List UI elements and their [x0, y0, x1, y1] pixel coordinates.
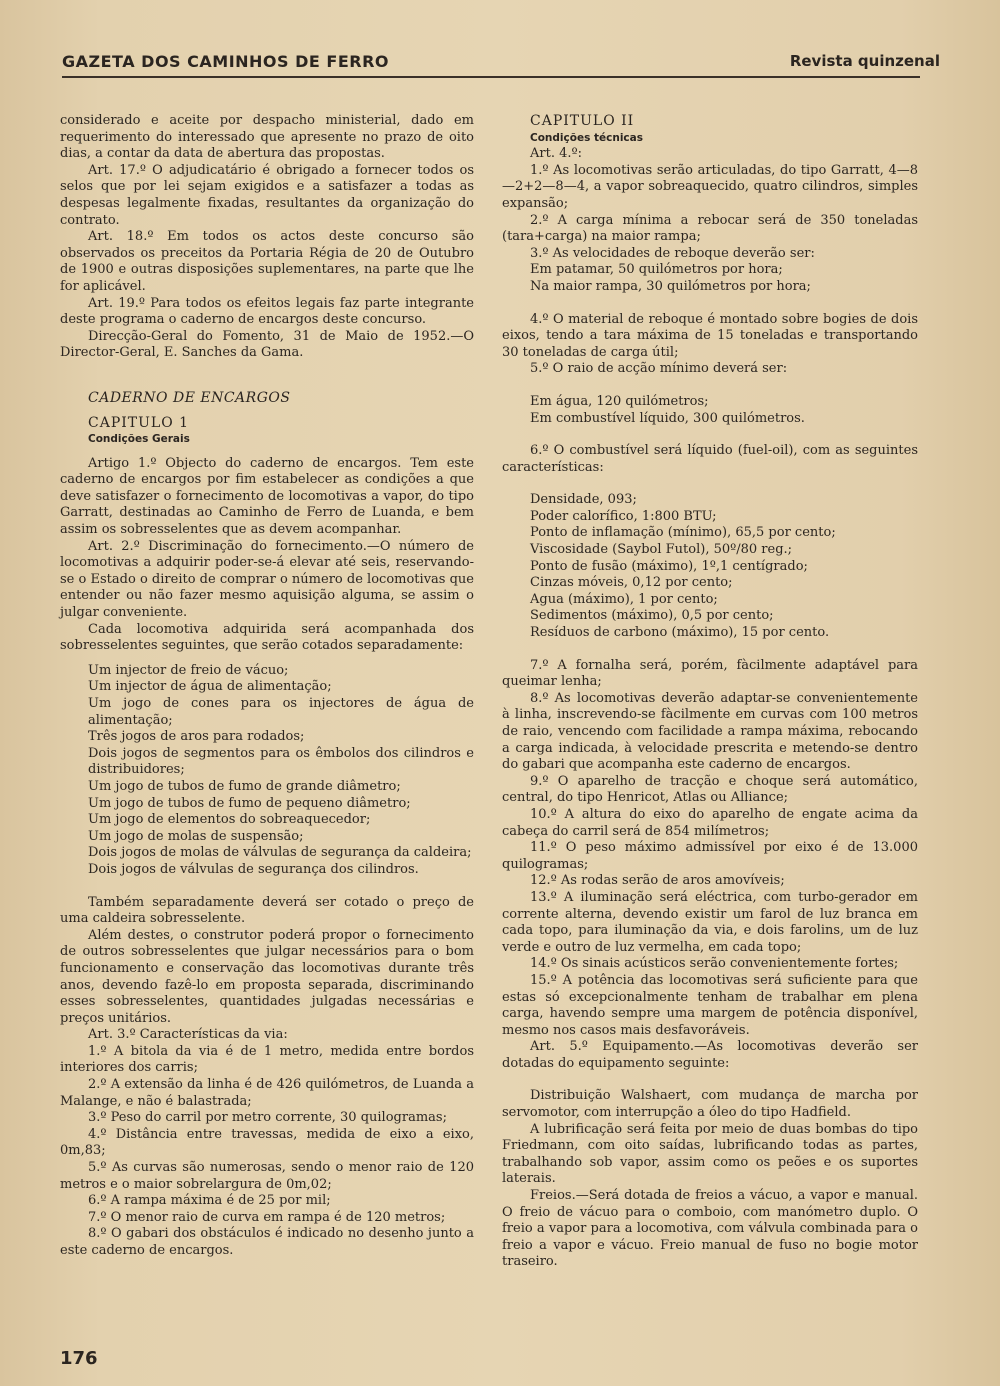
list-item: 6.º A rampa máxima é de 25 por mil;	[88, 1193, 331, 1209]
list-item: Um jogo de elementos do sobreaquecedor;	[88, 812, 371, 828]
list-item: 1.º As locomotivas serão articuladas, do tipo Garratt, 4—8—2+2—8—4, a vapor sobreaquecido, quatro cilindros, simples expansão;	[502, 162, 918, 211]
paragraph: Além destes, o construtor poderá propor o fornecimento de outros sobresselentes que julgar necessários para o bom funcionamento e conservação das locomotivas durante três anos, devendo fazê-lo em proposta separada, discriminando esses sobresselentes, quantidades julgadas necessárias e preços unitários.	[60, 927, 474, 1026]
paragraph: Art. 17.º O adjudicatário é obrigado a fornecer todos os selos que por lei sejam exigidos e a satisfazer a todas as despesas legalmente fixadas, resultantes da organização do contrato.	[60, 162, 474, 228]
list-item: Um injector de freio de vácuo;	[88, 662, 289, 678]
list-item: 5.º O raio de acção mínimo deverá ser:	[530, 361, 788, 377]
paragraph: Art. 4.º:	[530, 146, 582, 162]
list-item: Agua (máximo), 1 por cento;	[530, 591, 718, 607]
list-item: Em água, 120 quilómetros;	[530, 393, 709, 409]
left-column	[60, 113, 474, 1260]
list-item: 5.º As curvas são numerosas, sendo o menor raio de 120 metros e o maior sobrelargura de 0m,02;	[60, 1160, 474, 1192]
list-item: 14.º Os sinais acústicos serão convenientemente fortes;	[530, 956, 899, 972]
list-item: 4.º Distância entre travessas, medida de eixo a eixo, 0m,83;	[60, 1126, 474, 1159]
list-item: Poder calorífico, 1:800 BTU;	[530, 508, 717, 524]
list-item: 1.º A bitola da via é de 1 metro, medida entre bordos interiores dos carris;	[60, 1043, 474, 1076]
list-item: Resíduos de carbono (máximo), 15 por cento.	[530, 625, 830, 641]
paragraph: A lubrificação será feita por meio de duas bombas do tipo Friedmann, com oito saídas, lubrificando todas as partes, trabalhando sob vapor, assim como os peões e os suportes laterais.	[502, 1121, 918, 1187]
list-item: Um jogo de cones para os injectores de água de alimentação;	[88, 696, 474, 728]
list-item: Um jogo de tubos de fumo de pequeno diâmetro;	[88, 795, 411, 811]
list-item: Um jogo de tubos de fumo de grande diâmetro;	[88, 778, 401, 794]
list-item: Densidade, 093;	[530, 492, 637, 508]
list-item: Dois jogos de válvulas de segurança dos cilindros.	[88, 861, 419, 877]
list-item: Um jogo de molas de suspensão;	[88, 828, 304, 844]
list-item: Viscosidade (Saybol Futol), 50º/80 reg.;	[530, 542, 793, 558]
list-item: 7.º O menor raio de curva em rampa é de 120 metros;	[88, 1209, 446, 1225]
page-number: 176	[60, 1348, 98, 1369]
journal-subtitle: Revista quinzenal	[789, 52, 940, 70]
list-item: 4.º O material de reboque é montado sobre bogies de dois eixos, tendo a tara máxima de 15 toneladas e transportando 30 toneladas de carga útil;	[502, 311, 918, 360]
list-item: 8.º As locomotivas deverão adaptar-se convenientemente à linha, inscrevendo-se fàcilmente em curvas com 100 metros de raio, vencendo com facilidade a rampa máxima, rebocando a carga indicada, à velocidade prescrita e metendo-se dentro do gabari que acompanha este caderno de encargos.	[502, 690, 918, 773]
list-item: 7.º A fornalha será, porém, fàcilmente adaptável para queimar lenha;	[502, 657, 918, 690]
list-item: 15.º A potência das locomotivas será suficiente para que estas só excepcionalmente tenham de trabalhar em plena carga, havendo sempre uma margem de potência disponível, mesmo nos casos mais desfavoráveis.	[502, 972, 918, 1038]
list-item: Em patamar, 50 quilómetros por hora;	[530, 262, 783, 278]
list-item: 12.º As rodas serão de aros amovíveis;	[530, 873, 785, 889]
list-item: Na maior rampa, 30 quilómetros por hora;	[530, 278, 811, 294]
paragraph: Art. 2.º Discriminação do fornecimento.—O número de locomotivas a adquirir poder-se-á elevar até seis, reservando-se o Estado o direito de comprar o número de locomotivas que entender ou não fazer mesmo aquisição alguma, se assim o julgar conveniente.	[60, 538, 474, 621]
list-item: Dois jogos de molas de válvulas de segurança da caldeira;	[88, 845, 472, 861]
list-item: 3.º Peso do carril por metro corrente, 30 quilogramas;	[88, 1110, 447, 1126]
paragraph: Artigo 1.º Objecto do caderno de encargos. Tem este caderno de encargos por fim estabelecer as condições a que deve satisfazer o fornecimento de locomotivas a vapor, do tipo Garratt, destinadas ao Caminho de Ferro de Luanda, e bem assim os sobresselentes que as devem acompanhar.	[60, 455, 474, 538]
paragraph: 6.º O combustível será líquido (fuel-oil), com as seguintes características:	[502, 443, 918, 475]
chapter-heading: CAPITULO II	[530, 113, 635, 129]
paragraph: Também separadamente deverá ser cotado o preço de uma caldeira sobresselente.	[60, 894, 474, 927]
paragraph: Art. 18.º Em todos os actos deste concurso são observados os preceitos da Portaria Régia de 20 de Outubro de 1900 e outras disposições suplementares, na parte que lhe for aplicável.	[60, 229, 474, 294]
paragraph: Art. 19.º Para todos os efeitos legais faz parte integrante deste programa o caderno de encargos deste concurso.	[60, 295, 474, 328]
paragraph: Freios.—Será dotada de freios a vácuo, a vapor e manual. O freio de vácuo para o comboio, com manómetro duplo. O freio a vapor para a locomotiva, com válvula combinada para o freio a vapor e vácuo. Freio manual de fuso no bogie motor traseiro.	[502, 1188, 918, 1270]
list-item: Sedimentos (máximo), 0,5 por cento;	[530, 608, 774, 624]
paragraph: Art. 3.º Características da via:	[88, 1027, 288, 1043]
list-item: 9.º O aparelho de tracção e choque será automático, central, do tipo Henricot, Atlas ou Alliance;	[502, 773, 918, 806]
paragraph: Distribuição Walshaert, com mudança de marcha por servomotor, com interrupção a óleo do tipo Hadfield.	[502, 1088, 918, 1121]
list-item: 2.º A carga mínima a rebocar será de 350 toneladas (tara+carga) na maior rampa;	[502, 212, 918, 245]
paragraph: Cada locomotiva adquirida será acompanhada dos sobresselentes seguintes, que serão cotados separadamente:	[60, 621, 474, 654]
list-item: 2.º A extensão da linha é de 426 quilómetros, de Luanda a Malange, e não é balastrada;	[60, 1077, 474, 1109]
list-item: Ponto de inflamação (mínimo), 65,5 por cento;	[530, 525, 836, 541]
list-item: 11.º O peso máximo admissível por eixo é de 13.000 quilogramas;	[502, 840, 918, 872]
chapter-subheading: Condições Gerais	[88, 433, 190, 446]
journal-title: GAZETA DOS CAMINHOS DE FERRO	[62, 52, 390, 71]
paragraph: Art. 5.º Equipamento.—As locomotivas deverão ser dotadas do equipamento seguinte:	[502, 1039, 918, 1071]
list-item: Três jogos de aros para rodados;	[88, 729, 305, 745]
signature-paragraph: Direcção-Geral do Fomento, 31 de Maio de 1952.—O Director-Geral, E. Sanches da Gama.	[60, 328, 474, 361]
list-item: Em combustível líquido, 300 quilómetros.	[530, 410, 805, 426]
list-item: 3.º As velocidades de reboque deverão ser:	[530, 245, 815, 261]
section-heading: CADERNO DE ENCARGOS	[88, 389, 291, 406]
chapter-subheading: Condições técnicas	[530, 131, 643, 144]
list-item: 10.º A altura do eixo do aparelho de engate acima da cabeça do carril será de 854 milímetros;	[502, 806, 918, 839]
list-item: Dois jogos de segmentos para os êmbolos dos cilindros e distribuidores;	[88, 745, 474, 778]
paragraph: considerado e aceite por despacho ministerial, dado em requerimento do interessado que apresente no prazo de oito dias, a contar da data de abertura das propostas.	[60, 113, 474, 162]
list-item: 13.º A iluminação será eléctrica, com turbo-gerador em corrente alterna, devendo existir um farol de luz branca em cada topo, para iluminação da via, e dois farolins, um de luz verde e outro de luz vermelha, em cada topo;	[502, 889, 918, 955]
list-item: Um injector de água de alimentação;	[88, 679, 332, 695]
list-item: 8.º O gabari dos obstáculos é indicado no desenho junto a este caderno de encargos.	[60, 1226, 474, 1258]
list-item: Cinzas móveis, 0,12 por cento;	[530, 575, 733, 591]
list-item: Ponto de fusão (máximo), 1º,1 centígrado;	[530, 558, 808, 574]
chapter-heading: CAPITULO 1	[88, 414, 190, 431]
right-column	[502, 113, 918, 1271]
running-header	[62, 52, 940, 78]
